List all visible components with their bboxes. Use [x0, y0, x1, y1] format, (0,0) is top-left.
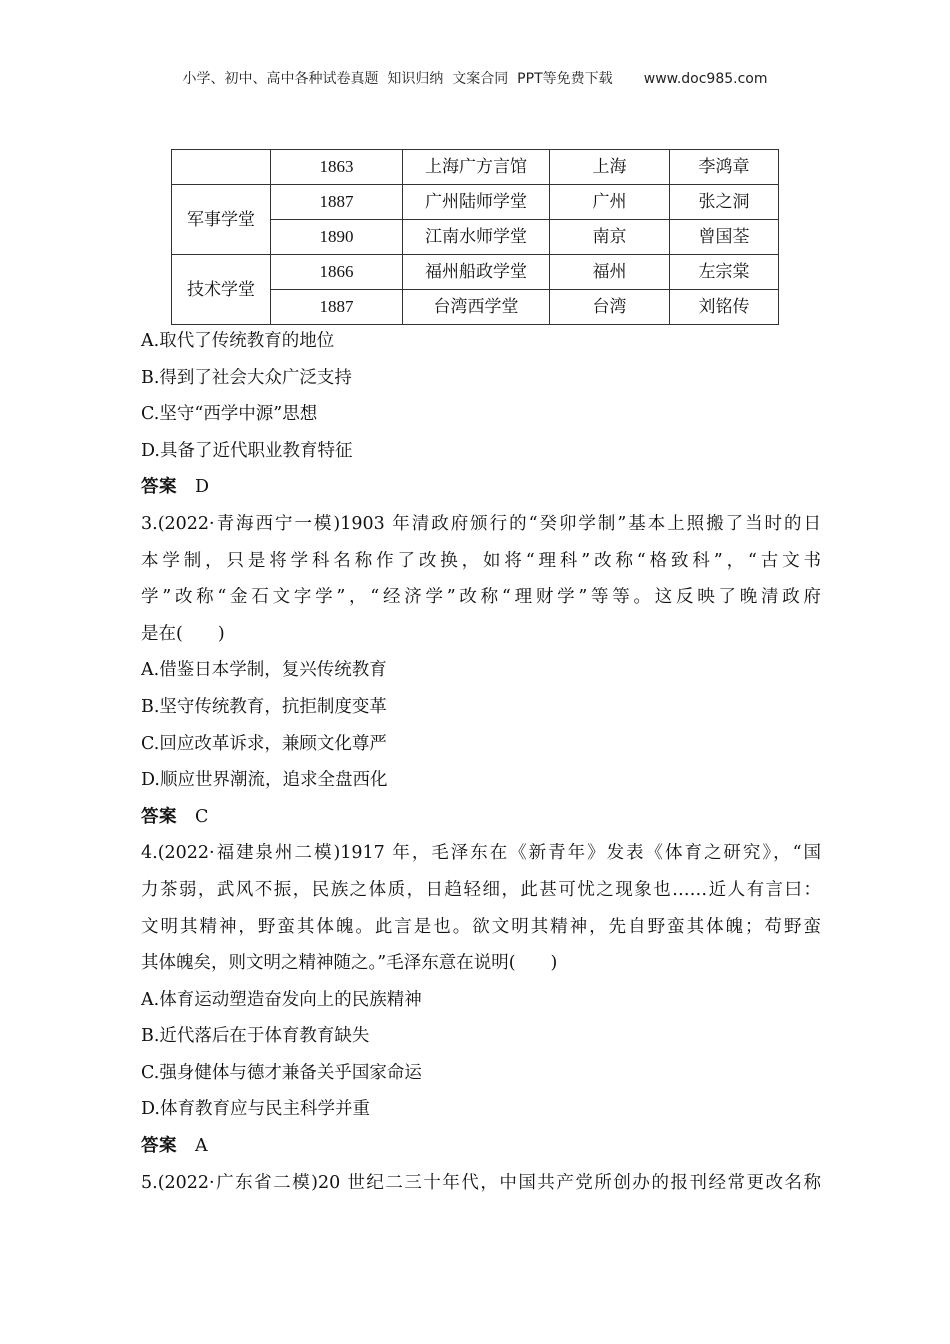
- question-text-line: 3.(2022·青海西宁一模)1903 年清政府颁行的“癸卯学制”基本上照搬了当时的日: [141, 513, 821, 534]
- table-cell-city: 福州: [550, 255, 670, 290]
- table-cell-category: 军事学堂: [172, 185, 271, 255]
- table-cell-city: 广州: [550, 185, 670, 220]
- table-row: [172, 185, 779, 220]
- table-cell-founder: 张之洞: [670, 185, 779, 220]
- table-cell-school: 江南水师学堂: [403, 220, 550, 255]
- table-row: [172, 255, 779, 290]
- option-a: A.借鉴日本学制，复兴传统教育: [141, 660, 387, 681]
- table-cell-category: 技术学堂: [172, 255, 271, 325]
- table-cell-founder: 刘铭传: [670, 290, 779, 325]
- question-text-line: 其体魄矣，则文明之精神随之。”毛泽东意在说明( ): [141, 953, 558, 974]
- table-cell-founder: 左宗棠: [670, 255, 779, 290]
- table-cell-city: 南京: [550, 220, 670, 255]
- schools-table: [171, 149, 779, 325]
- answer-label: 答案: [141, 806, 177, 827]
- option-c: C.坚守“西学中源”思想: [141, 404, 318, 425]
- table-cell-founder: 曾国荃: [670, 220, 779, 255]
- option-d: D.顺应世界潮流，追求全盘西化: [141, 770, 388, 791]
- question-text-line: 本学制，只是将学科名称作了改换，如将“理科”改称“格致科”，“古文书: [141, 550, 821, 571]
- option-c: C.强身健体与德才兼备关乎国家命运: [141, 1062, 422, 1083]
- answer-label: 答案: [141, 477, 177, 498]
- table-cell-school: 福州船政学堂: [403, 255, 550, 290]
- option-b: B.坚守传统教育，抗拒制度变革: [141, 696, 387, 717]
- answer-line: [141, 469, 821, 506]
- question-text-line: 文明其精神，野蛮其体魄。此言是也。欲文明其精神，先自野蛮其体魄；苟野蛮: [141, 916, 821, 937]
- option-b: B.得到了社会大众广泛支持: [141, 367, 352, 388]
- answer-value: C: [195, 806, 209, 827]
- table-cell-school: 广州陆师学堂: [403, 185, 550, 220]
- question-text-line: 5.(2022·广东省二模)20 世纪二三十年代，中国共产党所创办的报刊经常更改名称: [141, 1172, 821, 1193]
- table-cell-year: 1890: [271, 220, 403, 255]
- answer-line: [141, 799, 821, 836]
- table-cell-city: 上海: [550, 150, 670, 185]
- table-cell-city: 台湾: [550, 290, 670, 325]
- table-cell-category: [172, 150, 271, 185]
- question-text-line: 是在( ): [141, 623, 225, 644]
- answer-line: [141, 1128, 821, 1165]
- table-cell-founder: 李鸿章: [670, 150, 779, 185]
- option-d: D.体育教育应与民主科学并重: [141, 1099, 370, 1120]
- question-text-line: 力茶弱，武风不振，民族之体质，日趋轻细，此甚可忧之现象也……近人有言曰：: [141, 879, 821, 900]
- answer-value: D: [195, 477, 210, 498]
- question-text-line: 4.(2022·福建泉州二模)1917 年，毛泽东在《新青年》发表《体育之研究》，“国: [141, 843, 821, 864]
- option-d: D.具备了近代职业教育特征: [141, 440, 353, 461]
- document-body: [141, 323, 821, 1201]
- table-cell-year: 1887: [271, 185, 403, 220]
- option-a: A.取代了传统教育的地位: [141, 331, 335, 351]
- page-header: 小学、初中、高中各种试卷真题 知识归纳 文案合同 PPT等免费下载 www.doc985.com: [182, 71, 768, 87]
- table-row: [172, 150, 779, 185]
- option-a: A.体育运动塑造奋发向上的民族精神: [141, 989, 422, 1010]
- option-b: B.近代落后在于体育教育缺失: [141, 1026, 370, 1047]
- table-cell-school: 上海广方言馆: [403, 150, 550, 185]
- table-cell-year: 1866: [271, 255, 403, 290]
- question-text-line: 学”改称“金石文字学”，“经济学”改称“理财学”等等。这反映了晚清政府: [141, 587, 821, 608]
- answer-label: 答案: [141, 1136, 177, 1157]
- table-cell-school: 台湾西学堂: [403, 290, 550, 325]
- table-cell-year: 1887: [271, 290, 403, 325]
- answer-value: A: [195, 1136, 209, 1157]
- table-cell-year: 1863: [271, 150, 403, 185]
- option-c: C.回应改革诉求，兼顾文化尊严: [141, 733, 387, 754]
